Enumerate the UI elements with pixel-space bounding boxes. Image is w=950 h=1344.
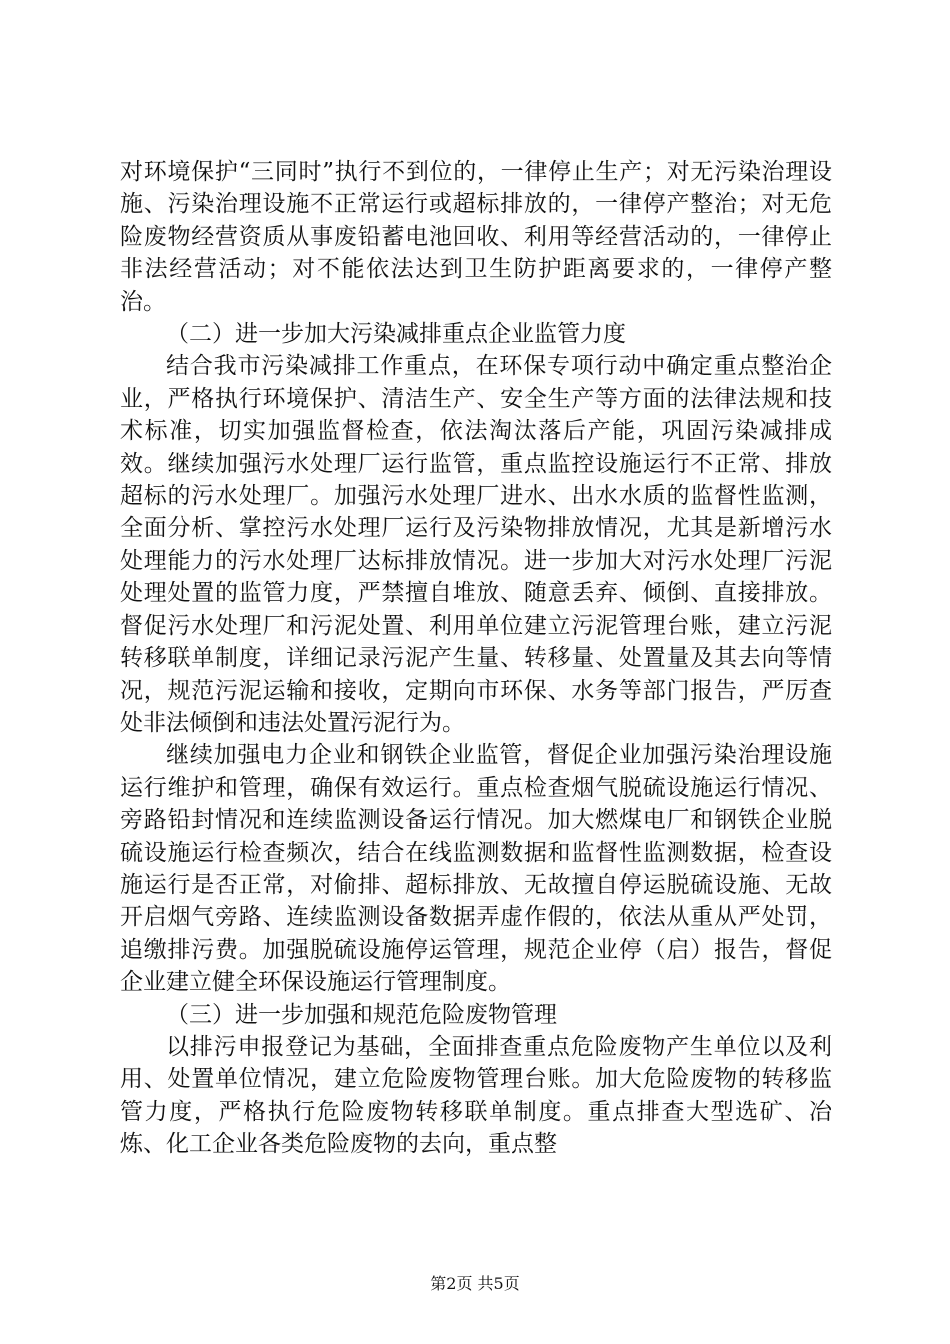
section-heading-3: （三）进一步加强和规范危险废物管理: [166, 1001, 557, 1028]
section-heading-2: （二）进一步加大污染减排重点企业监管力度: [166, 321, 626, 348]
paragraph-continuation: 对环境保护“三同时”执行不到位的，一律停止生产；对无污染治理设施、污染治理设施不正常运行或超标排放的，一律停产整治；对无危险废物经营资质从事废铅蓄电池回收、利用等经营活动的，一律停止非法经营活动；对不能依法达到卫生防护距离要求的，一律停产整治。: [120, 159, 832, 315]
paragraph: 结合我市污染减排工作重点，在环保专项行动中确定重点整治企业，严格执行环境保护、清洁生产、安全生产等方面的法律法规和技术标准，切实加强监督检查，依法淘汰落后产能，巩固污染减排成效。继续加强污水处理厂运行监管，重点监控设施运行不正常、排放超标的污水处理厂。加强污水处理厂进水、出水水质的监督性监测，全面分析、掌控污水处理厂运行及污染物排放情况，尤其是新增污水处理能力的污水处理厂达标排放情况。进一步加大对污水处理厂污泥处理处置的监管力度，严禁擅自堆放、随意丢弃、倾倒、直接排放。督促污水处理厂和污泥处置、利用单位建立污泥管理台账，建立污泥转移联单制度，详细记录污泥产生量、转移量、处置量及其去向等情况，规范污泥运输和接收，定期向市环保、水务等部门报告，严厉查处非法倾倒和违法处置污泥行为。: [120, 353, 832, 736]
document-body: [120, 156, 832, 1161]
page-number-footer: 第2页 共5页: [430, 1274, 520, 1293]
paragraph: 以排污申报登记为基础，全面排查重点危险废物产生单位以及利用、处置单位情况，建立危险废物管理台账。加大危险废物的转移监管力度，严格执行危险废物转移联单制度。重点排查大型选矿、冶炼、化工企业各类危险废物的去向，重点整: [120, 1033, 832, 1158]
paragraph: 继续加强电力企业和钢铁企业监管，督促企业加强污染治理设施运行维护和管理，确保有效运行。重点检查烟气脱硫设施运行情况、旁路铅封情况和连续监测设备运行情况。加大燃煤电厂和钢铁企业脱硫设施运行检查频次，结合在线监测数据和监督性监测数据，检查设施运行是否正常，对偷排、超标排放、无故擅自停运脱硫设施、无故开启烟气旁路、连续监测设备数据弄虚作假的，依法从重从严处罚，追缴排污费。加强脱硫设施停运管理，规范企业停（启）报告，督促企业建立健全环保设施运行管理制度。: [120, 742, 832, 996]
